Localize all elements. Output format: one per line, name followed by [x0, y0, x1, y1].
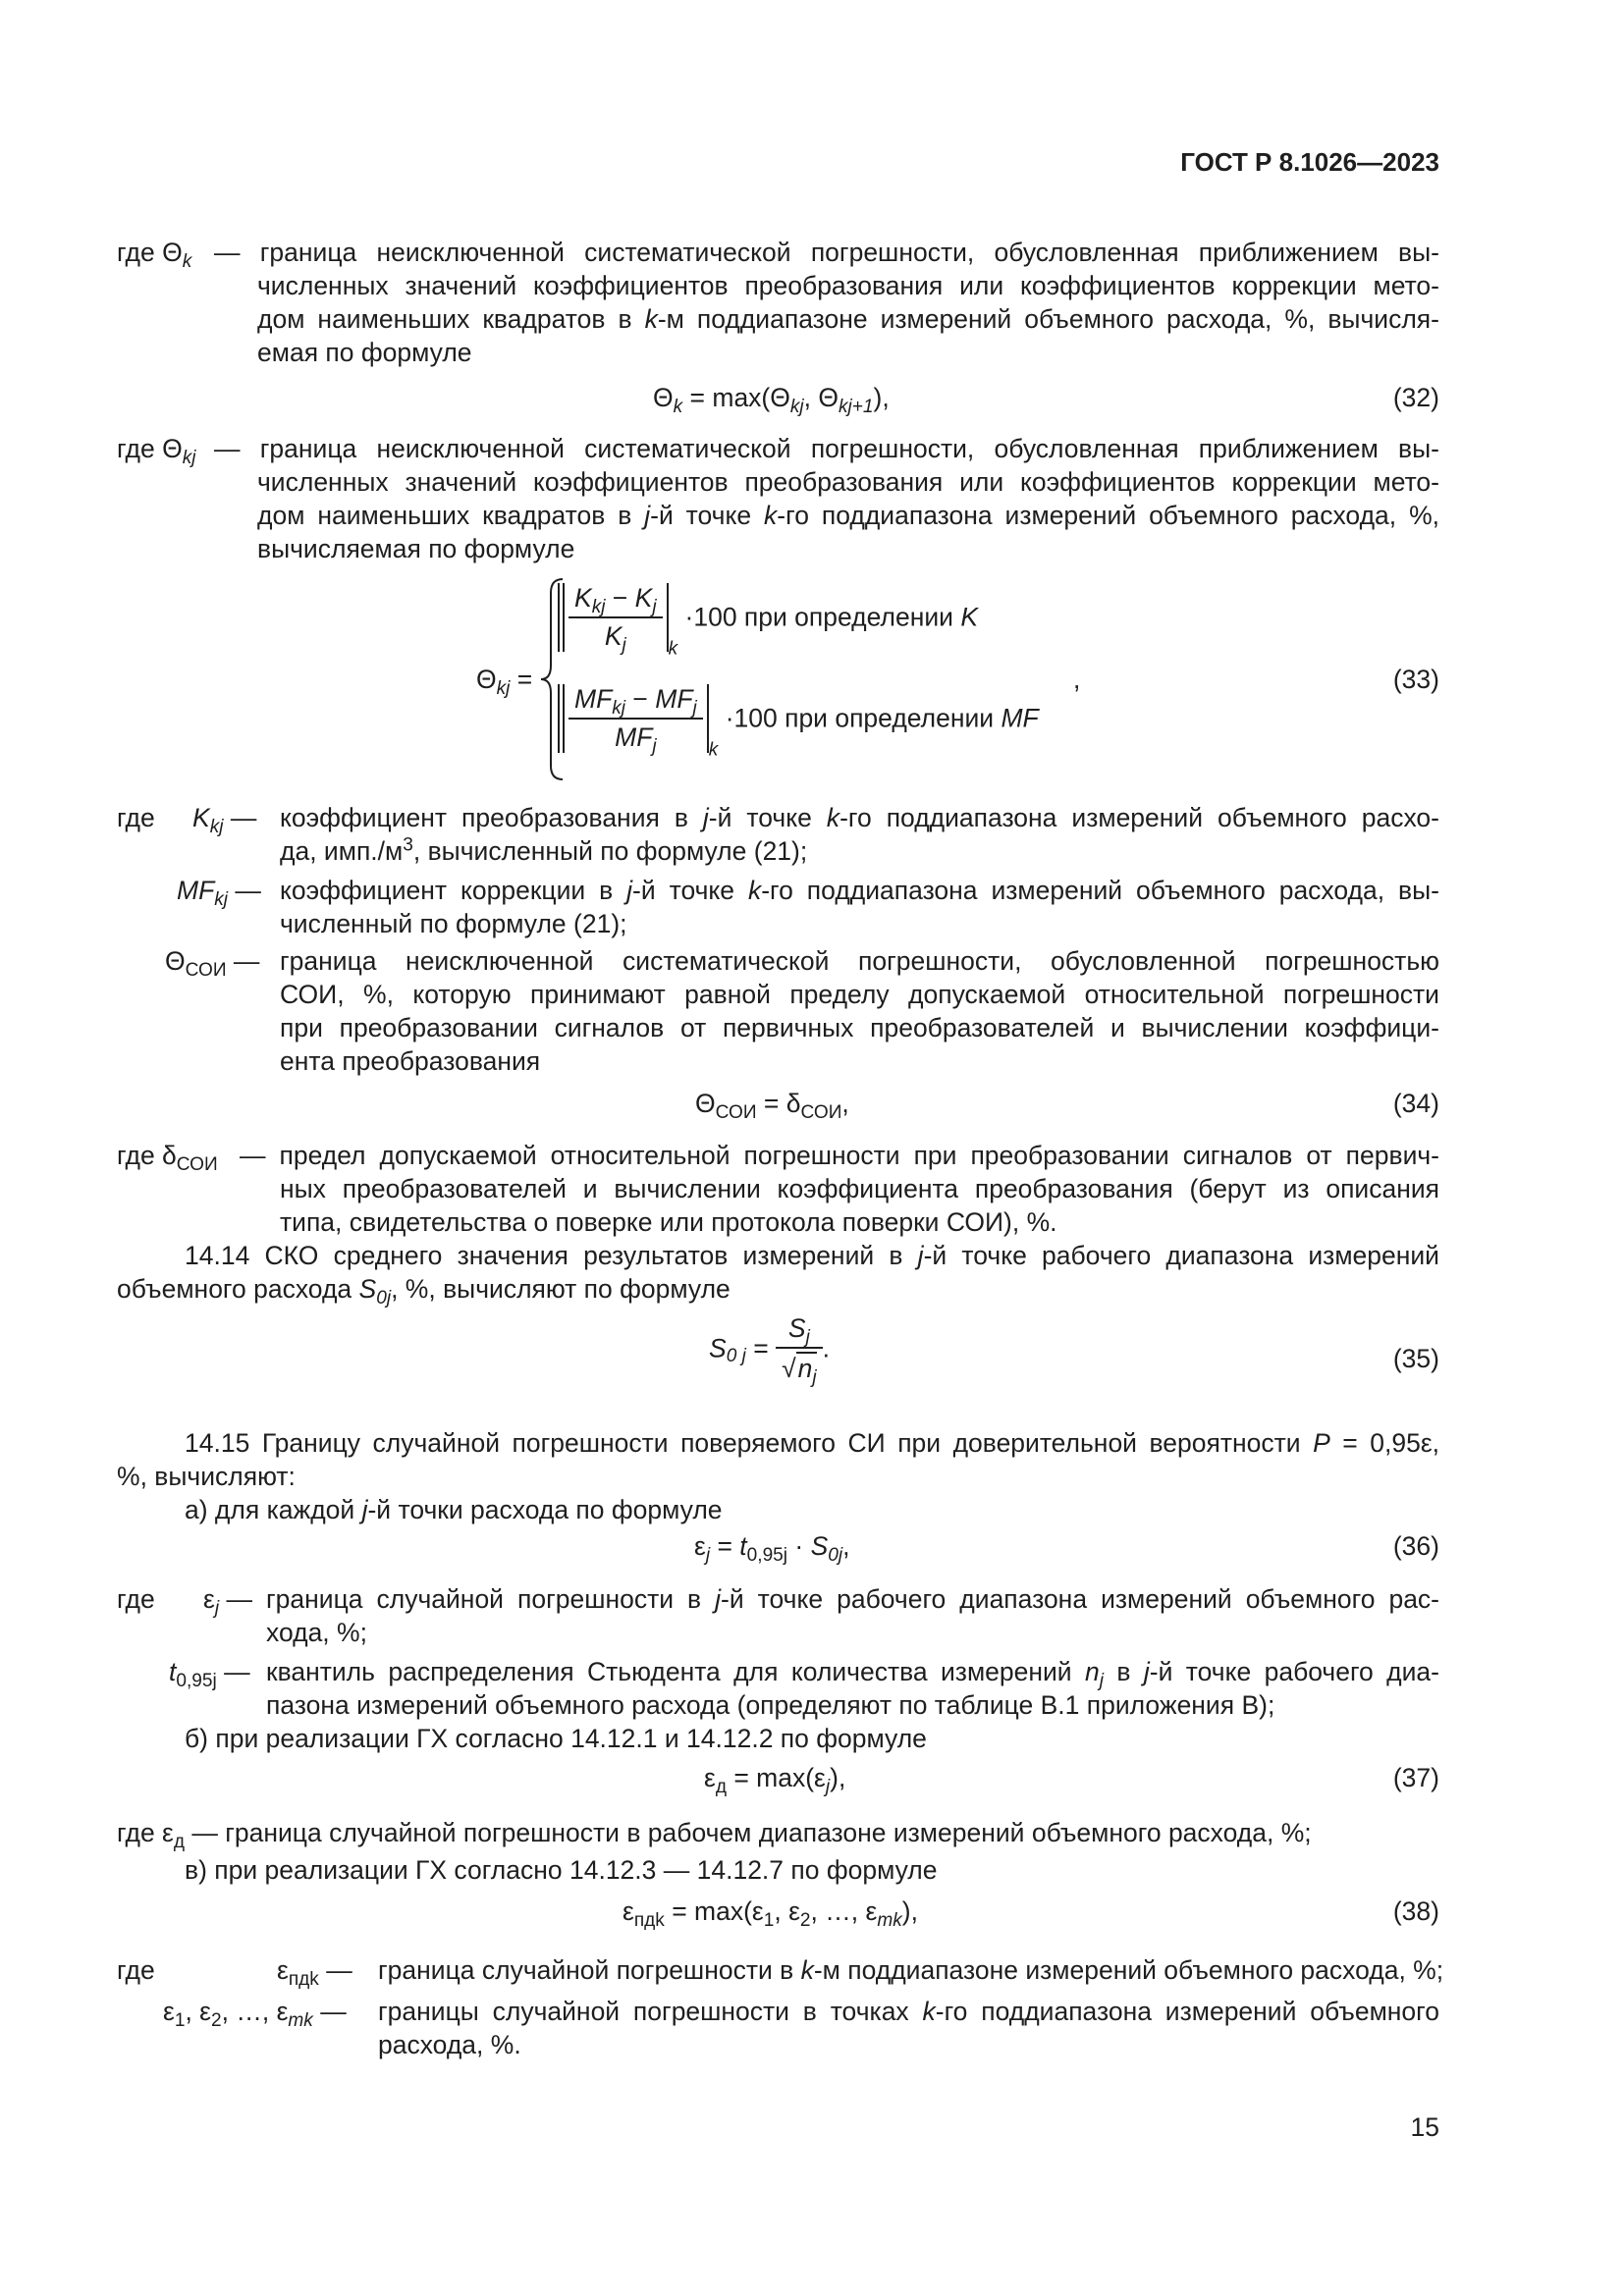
- text-line: границы случайной погрешности в точках k-го поддиапазона измерений объемного: [378, 1997, 1439, 2026]
- equation-number-32: (32): [1392, 383, 1439, 412]
- text-line: при преобразовании сигналов от первичных преобразователей и вычислении коэффици-: [280, 1013, 1439, 1042]
- equation-number-38: (38): [1392, 1896, 1439, 1926]
- formula-37: $\varepsilon_д = \max(\varepsilon_j)$,: [704, 1763, 846, 1798]
- formula-35: $S_{0 j}$ = $\frac{S_j}{√n_j}$ .: [709, 1313, 830, 1389]
- page-number: 15: [1410, 2112, 1439, 2142]
- where-label: где: [117, 1955, 155, 1985]
- symbol-mf-kj: $MF_{kj}$ —: [177, 876, 261, 911]
- formula-38: $\varepsilon_{пдk} = \max(\varepsilon_1$, $\varepsilon_2$, …, $\varepsilon_{mk}$),: [623, 1896, 918, 1932]
- text-line: хода, %;: [266, 1618, 367, 1647]
- symbol-theta-k: $\Theta_k$: [162, 238, 192, 273]
- text-line: дом наименьших квадратов в k-м поддиапазоне измерений объемного расхода, %, вычисля-: [257, 304, 1439, 334]
- text-line: да, $имп./м^3$, вычисленный по формуле (21);: [280, 834, 808, 866]
- where-label: где: [117, 803, 155, 832]
- symbol-eps-pdk: $\varepsilon_{пдk}$ —: [277, 1955, 352, 1991]
- symbol-k-kj: $K_{kj}$ —: [192, 803, 257, 838]
- formula-33-row-1: $\frac{K_{kj} - K_j}{K_j}$ $_k$ ·100 при определении K: [558, 583, 978, 652]
- symbol-t-095j: $t_{0,95j}$ —: [169, 1657, 250, 1692]
- list-item-a: а) для каждой j-й точки расхода по формуле: [185, 1495, 723, 1524]
- text-line: граница случайной погрешности в j-й точке рабочего диапазона измерений объемного рас-: [266, 1584, 1440, 1614]
- where-label: где: [117, 1584, 155, 1614]
- text-line: — предел допускаемой относительной погрешности при преобразовании сигналов от первич-: [240, 1141, 1439, 1170]
- text-line: СОИ, %, которую принимают равной пределу допускаемой относительной погрешности: [280, 980, 1439, 1009]
- text-line: коэффициент коррекции в j-й точке k-го поддиапазона измерений объемного расхода, вы-: [280, 876, 1439, 905]
- equation-number-35: (35): [1392, 1344, 1439, 1373]
- symbol-theta-kj: $\Theta_{kj}$: [162, 434, 196, 469]
- equation-number-36: (36): [1392, 1531, 1439, 1561]
- formula-32: $\Theta_k = \max(\Theta_{kj}$, $\Theta_{kj+1}$),: [653, 383, 890, 418]
- formula-33-comma: ,: [1073, 665, 1081, 694]
- text-line: пазона измерений объемного расхода (определяют по таблице В.1 приложения В);: [266, 1690, 1275, 1720]
- equation-number-33: (33): [1392, 665, 1439, 694]
- text-line: граница неисключенной систематической погрешности, обусловленной погрешностью: [280, 946, 1439, 976]
- equation-number-37: (37): [1392, 1763, 1439, 1792]
- text-line: %, вычисляют:: [117, 1462, 296, 1491]
- where-label: где: [117, 434, 155, 463]
- text-line: численных значений коэффициентов преобразования или коэффициентов коррекции мето-: [257, 467, 1439, 497]
- text-line: расхода, %.: [378, 2030, 521, 2059]
- text-line: коэффициент преобразования в j-й точке k-го поддиапазона измерений объемного расхо-: [280, 803, 1439, 832]
- list-item-v: в) при реализации ГХ согласно 14.12.3 — 14.12.7 по формуле: [185, 1855, 938, 1885]
- equation-number-34: (34): [1392, 1089, 1439, 1118]
- text-line: типа, свидетельства о поверке или протокола поверки СОИ), %.: [280, 1207, 1057, 1237]
- text-line: ных преобразователей и вычислении коэффициента преобразования (берут из описания: [280, 1174, 1439, 1203]
- text-line: ента преобразования: [280, 1046, 541, 1076]
- text-line: объемного расхода $S_{0j}$, %, вычисляют по формуле: [117, 1274, 731, 1309]
- text-line: 14.14 СКО среднего значения результатов измерений в j-й точке рабочего диапазона измерений: [185, 1241, 1439, 1270]
- text-line: квантиль распределения Стьюдента для количества измерений $n_j$ в j-й точке рабочего диа-: [266, 1657, 1439, 1692]
- text-line: 14.15 Границу случайной погрешности поверяемого СИ при доверительной вероятности P = 0,95ε,: [185, 1428, 1439, 1458]
- list-item-b: б) при реализации ГХ согласно 14.12.1 и 14.12.2 по формуле: [185, 1724, 927, 1753]
- text-line: граница случайной погрешности в k-м поддиапазоне измерений объемного расхода, %;: [378, 1955, 1444, 1985]
- text-line: дом наименьших квадратов в j-й точке k-го поддиапазона измерений объемного расхода, %,: [257, 501, 1439, 530]
- symbol-eps-j: $\varepsilon_j$ —: [203, 1584, 252, 1620]
- text-line: где $\varepsilon_д$ — граница случайной погрешности в рабочем диапазоне измерений объемного расхода, %;: [117, 1818, 1312, 1853]
- text-line: численных значений коэффициентов преобразования или коэффициентов коррекции мето-: [257, 271, 1439, 300]
- document-code: ГОСТ Р 8.1026—2023: [1180, 147, 1439, 177]
- symbol-theta-soi: $\Theta_{СОИ}$ —: [165, 946, 260, 982]
- formula-33-lhs: $\Theta_{kj}$ =: [476, 665, 533, 700]
- text-line: емая по формуле: [257, 338, 472, 367]
- text-line: — граница неисключенной систематической погрешности, обусловленная приближением вы-: [214, 434, 1439, 463]
- formula-33-row-2: $\frac{MF_{kj} - MF_j}{MF_j}$ $_k$ ·100 при определении MF: [558, 684, 1039, 753]
- text-line: вычисляемая по формуле: [257, 534, 575, 563]
- formula-34: $\Theta_{СОИ} = \delta_{СОИ}$,: [695, 1089, 849, 1124]
- symbol-eps-list: $\varepsilon_1$, $\varepsilon_2$, …, $\varepsilon_{mk}$ —: [163, 1997, 347, 2032]
- where-label: где: [117, 238, 155, 267]
- formula-36: $\varepsilon_j = t_{0,95j} \cdot S_{0j}$,: [694, 1531, 850, 1567]
- text-line: — граница неисключенной систематической погрешности, обусловленная приближением вы-: [214, 238, 1439, 267]
- text-line: численный по формуле (21);: [280, 909, 627, 938]
